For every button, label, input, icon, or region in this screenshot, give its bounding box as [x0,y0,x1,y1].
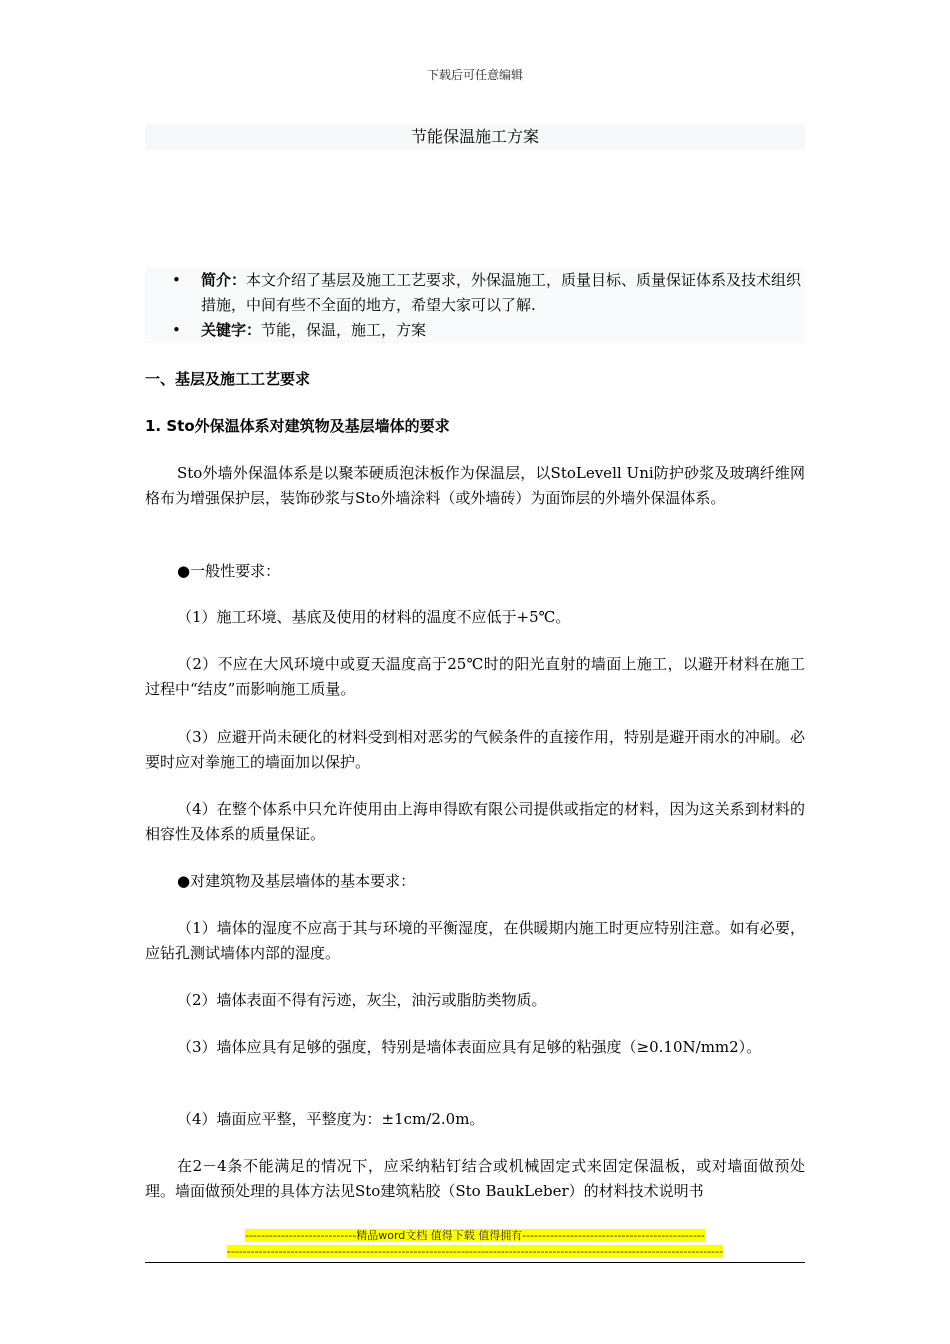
summary-key: 关键字： [201,321,262,339]
base-req-4-block [145,1107,805,1132]
intro-paragraph-block [145,461,805,511]
summary-text: 节能，保温，施工，方案 [261,321,427,339]
base-req-2-block [145,988,805,1013]
section-heading [145,367,805,392]
footer-banner-text: ----------------------------精品word文档 值得下载 值得拥有---------------------------------------------- [245,1229,705,1242]
summary-key: 简介： [201,271,247,289]
general-req-item: （1）施工环境、基底及使用的材料的温度不应低于+5℃。 [177,608,571,626]
bullet-dot-icon: • [172,321,181,339]
base-req-title-block [145,869,805,894]
general-req-item: （4）在整个体系中只允许使用由上海申得欧有限公司提供或指定的材料，因为这关系到材料的相容性及体系的质量保证。 [145,800,805,843]
footer-divider [145,1262,805,1263]
closing-paragraph-block [145,1154,805,1204]
base-req-item: （3）墙体应具有足够的强度，特别是墙体表面应具有足够的粘强度（≥0.10N/mm2）。 [177,1038,762,1056]
general-req-1-block [145,605,805,630]
footer-banner-dashes: ----------------------------------------------------------------------------------------------------------------------------- [226,1245,724,1258]
footer-banner-line1 [0,1229,950,1243]
general-req-4-block [145,797,805,847]
general-req-title-block [145,559,805,584]
base-req-3-block [145,1035,805,1060]
base-req-1-block [145,916,805,966]
header-note: 下载后可任意编辑 [426,68,523,82]
general-req-item: （2）不应在大风环境中或夏天温度高于25℃时的阳光直射的墙面上施工，以避开材料在施工过程中“结皮”而影响施工质量。 [145,655,805,698]
base-req-title: ●对建筑物及基层墙体的基本要求： [177,872,416,890]
document-title: 节能保温施工方案 [145,124,805,150]
bullet-dot-icon: • [172,271,181,289]
summary-list [145,268,805,343]
general-req-3-block [145,725,805,775]
section1-heading: 一、基层及施工工艺要求 [145,370,311,388]
general-req-title: ●一般性要求： [177,562,281,580]
base-req-item: （1）墙体的湿度不应高于其与环境的平衡湿度，在供暖期内施工时更应特别注意。如有必要，应钻孔测试墙体内部的湿度。 [145,919,805,962]
closing-paragraph: 在2－4条不能满足的情况下，应采纳粘钉结合或机械固定式来固定保温板，或对墙面做预处理。墙面做预处理的具体方法见Sto建筑粘胶（Sto BaukLeber）的材料技术说明书 [145,1157,805,1200]
base-req-item: （4）墙面应平整，平整度为：±1cm/2.0m。 [177,1110,485,1128]
summary-item-keywords [145,318,805,343]
summary-item-intro [145,268,805,318]
general-req-2-block [145,652,805,702]
summary-text: 本文介绍了基层及施工工艺要求，外保温施工，质量目标、质量保证体系及技术组织措施，中间有些不全面的地方，希望大家可以了解. [201,271,802,314]
general-req-item: （3）应避开尚未硬化的材料受到相对恶劣的气候条件的直接作用，特别是避开雨水的冲刷。必要时应对拳施工的墙面加以保护。 [145,728,805,771]
footer-banner-line2 [0,1245,950,1259]
base-req-item: （2）墙体表面不得有污迹，灰尘，油污或脂肪类物质。 [177,991,547,1009]
sub1-heading: 1. Sto外保温体系对建筑物及基层墙体的要求 [145,417,450,435]
intro-paragraph: Sto外墙外保温体系是以聚苯硬质泡沫板作为保温层，以StoLevell Uni防护砂浆及玻璃纤维网格布为增强保护层，装饰砂浆与Sto外墙涂料（或外墙砖）为面饰层的外墙外保温体系。 [145,464,805,507]
subsection-heading [145,414,805,439]
